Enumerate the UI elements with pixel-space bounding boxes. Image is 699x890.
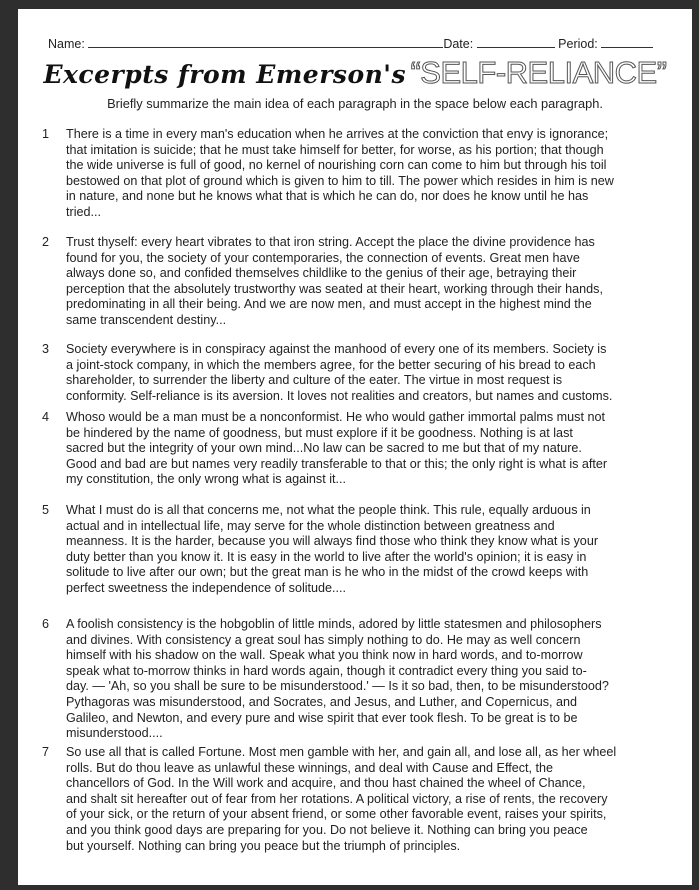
text-line: Trust thyself: every heart vibrates to that iron string. Accept the place the divine providence has — [66, 235, 595, 249]
text-line: duty better than you know it. It is easy in the world to live after the world's opinion; it is easy in — [66, 549, 587, 564]
text-line: day. — 'Ah, so you shall be sure to be misunderstood.' — Is it so bad, then, to be misunderstood? — [66, 679, 609, 694]
text-line: but yourself. Nothing can bring you peace but the triumph of principles. — [66, 838, 461, 853]
title-script: Excerpts from Emerson's — [43, 60, 407, 89]
paragraph-number: 1 — [42, 127, 50, 141]
text-line: tried... — [66, 204, 101, 219]
text-line: and divines. With consistency a great soul has simply nothing to do. He may as well concern — [66, 632, 581, 647]
text-line: So use all that is called Fortune. Most men gamble with her, and gain all, and lose all, as her wheel — [66, 745, 617, 759]
text-line: conformity. Self-reliance is its aversion. It loves not realities and creators, but names and customs. — [66, 388, 613, 403]
text-line: a joint-stock company, in which the members agree, for the better securing of his bread to each — [66, 357, 596, 372]
date-blank — [477, 36, 555, 48]
paragraph-text — [66, 503, 598, 597]
text-line: predominating in all their being. And we are now men, and must accept in the highest mind the — [66, 297, 592, 312]
text-line: be hindered by the name of goodness, but must explore if it be goodness. Nothing is at last — [66, 425, 573, 440]
text-line: the wide universe is full of good, no kernel of nourishing corn can come to him but through his toil — [66, 158, 607, 173]
text-line: actual and in intellectual life, may serve for the whole distinction between greatness and — [66, 518, 555, 533]
paragraph-number: 5 — [42, 503, 50, 517]
text-line: solitude to live after our own; but the great man is he who in the midst of the crowd keeps with — [66, 565, 589, 580]
period-blank — [601, 36, 653, 48]
text-line: and you think good days are preparing for you. Do not believe it. Nothing can bring you peace — [66, 822, 588, 837]
text-line: himself with his shadow on the wall. Speak what you think now in hard words, and to-morrow — [66, 648, 583, 663]
text-line: shareholder, to surrender the liberty and culture of the eater. The virtue in most request is — [66, 373, 563, 388]
paragraph-text — [66, 410, 607, 488]
paragraph-text — [66, 617, 609, 742]
instructions: Briefly summarize the main idea of each paragraph in the space below each paragraph. — [107, 96, 603, 111]
text-line: and shalt sit hereafter out of fear from her rotations. A political victory, a rise of rents, the recovery — [66, 791, 608, 806]
text-line: speak what to-morrow thinks in hard words again, though it contradict every thing you said to- — [66, 663, 587, 678]
paragraph-text — [66, 745, 616, 854]
text-line: rolls. But do thou leave as unlawful these winnings, and deal with Cause and Effect, the — [66, 760, 554, 775]
page-title — [18, 55, 692, 91]
name-blank — [88, 36, 443, 48]
paragraph-number: 6 — [42, 617, 50, 631]
paragraph-number: 3 — [42, 342, 50, 356]
title-outline: “SELF-RELIANCE” — [410, 55, 667, 90]
period-label: Period: — [558, 37, 598, 51]
text-line: bestowed on that plot of ground which is given to him to till. The power which resides in him is new — [66, 173, 614, 188]
paragraph-text — [66, 342, 612, 404]
paragraph-number: 4 — [42, 410, 50, 424]
text-line: my constitution, the only wrong what is against it... — [66, 472, 346, 487]
text-line: in nature, and none but he knows what that is which he can do, nor does he know until he has — [66, 189, 589, 204]
text-line: always done so, and confided themselves childlike to the genius of their age, betraying their — [66, 266, 577, 281]
text-line: Galileo, and Newton, and every pure and wise spirit that ever took flesh. To be great is to be — [66, 710, 578, 725]
text-line: Society everywhere is in conspiracy against the manhood of every one of its members. Society is — [66, 342, 607, 356]
text-line: misunderstood.... — [66, 726, 163, 741]
text-line: sacred but the integrity of your own mind...No law can be sacred to me but that of my nature. — [66, 441, 582, 456]
text-line: perception that the absolutely trustworthy was seated at their heart, working through their hands, — [66, 281, 603, 296]
text-line: meanness. It is the harder, because you will always find those who think they know what is your — [66, 534, 599, 549]
paragraph-number: 2 — [42, 235, 50, 249]
date-label: Date: — [443, 37, 474, 51]
text-line: chancellors of God. In the Will work and acquire, and thou hast chained the wheel of Chance, — [66, 776, 586, 791]
worksheet-page — [18, 9, 692, 885]
text-line: Pythagoras was misunderstood, and Socrates, and Jesus, and Luther, and Copernicus, and — [66, 694, 578, 709]
text-line: Whoso would be a man must be a nonconformist. He who would gather immortal palms must not — [66, 410, 605, 424]
paragraph-number: 7 — [42, 745, 50, 759]
text-line: There is a time in every man's education when he arrives at the conviction that envy is ignorance; — [66, 127, 609, 141]
text-line: same transcendent destiny... — [66, 312, 227, 327]
paragraph-text — [66, 127, 614, 221]
text-line: that imitation is suicide; that he must take himself for better, for worse, as his portion; that though — [66, 142, 604, 157]
text-line: found for you, the society of your contemporaries, the connection of events. Great men have — [66, 250, 580, 265]
text-line: A foolish consistency is the hobgoblin of little minds, adored by little statesmen and philosophers — [66, 617, 602, 631]
text-line: of your sick, or the return of your absent friend, or some other favorable event, raises your spirits, — [66, 807, 607, 822]
text-line: Good and bad are but names very readily transferable to that or this; the only right is what is after — [66, 456, 608, 471]
name-label: Name: — [48, 37, 85, 51]
student-info-header — [48, 36, 668, 51]
paragraph-text — [66, 235, 603, 329]
text-line: perfect sweetness the independence of solitude.... — [66, 580, 347, 595]
text-line: What I must do is all that concerns me, not what the people think. This rule, equally arduous in — [66, 503, 591, 517]
